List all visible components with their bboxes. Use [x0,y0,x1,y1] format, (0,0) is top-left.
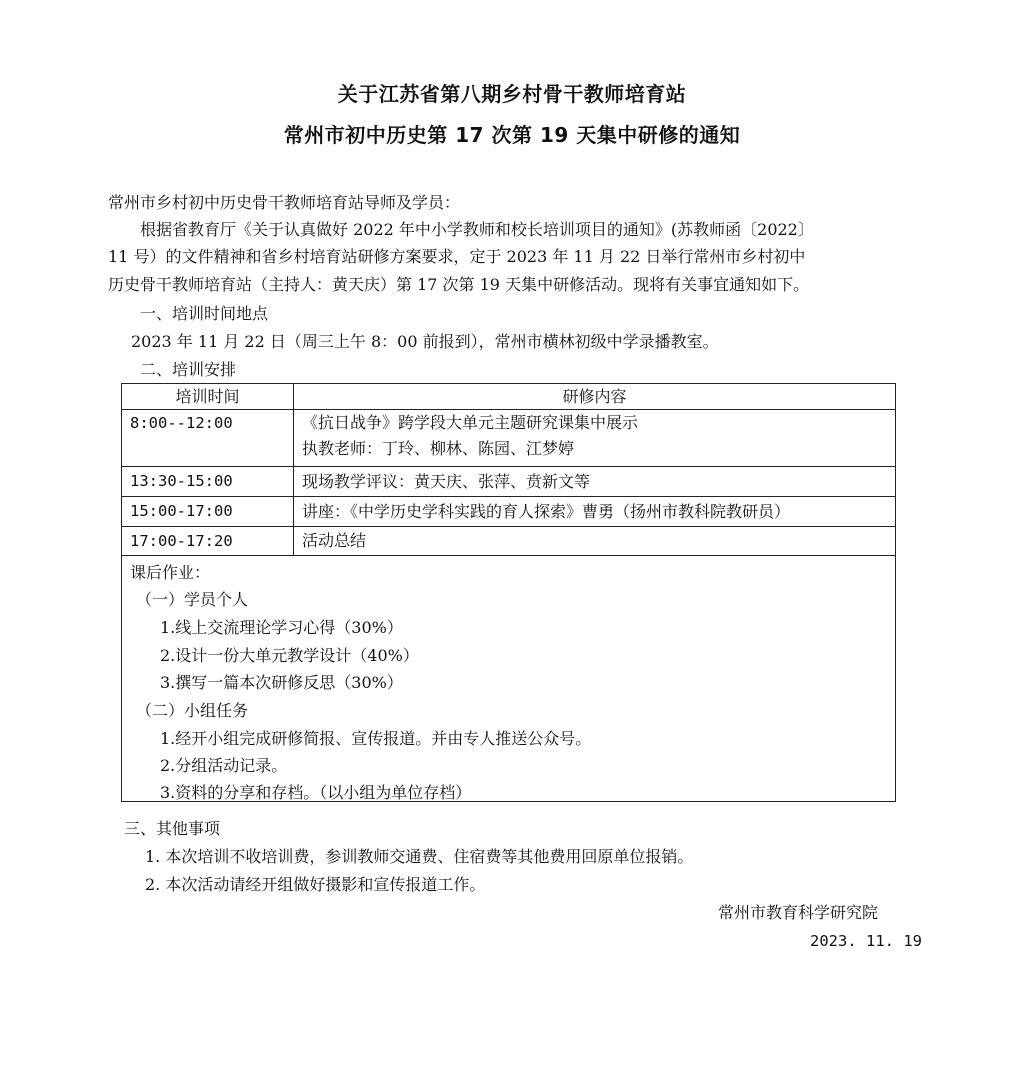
table-row [122,467,896,497]
section-1-heading: 一、培训时间地点 [140,304,269,323]
signature-date: 2023. 11. 19 [810,932,922,950]
row-content-line: 执教老师：丁玲、柳林、陈园、江梦婷 [302,439,575,458]
homework-cell [122,556,896,802]
homework-item: 3.资料的分享和存档。（以小组为单位存档） [160,783,472,802]
row-content: 讲座：《中学历史学科实践的育人探索》曹勇（扬州市教科院教研员） [294,497,896,527]
row-content-line: 《抗日战争》跨学段大单元主题研究课集中展示 [302,413,639,432]
row-time: 15:00-17:00 [122,497,294,527]
table-header-row [122,384,896,410]
schedule-table [121,383,896,802]
header-content: 研修内容 [294,384,896,410]
homework-item: 2.设计一份大单元教学设计（40%） [160,646,419,665]
row-time: 8:00--12:00 [122,410,294,467]
homework-item: 1.线上交流理论学习心得（30%） [160,618,403,637]
signature-organization: 常州市教育科学研究院 [718,903,879,922]
section-3-heading: 三、其他事项 [124,819,221,838]
other-item: 2. 本次活动请经开组做好摄影和宣传报道工作。 [145,875,486,894]
other-item: 1. 本次培训不收培训费，参训教师交通费、住宿费等其他费用回原单位报销。 [145,847,694,866]
intro-line-1: 根据省教育厅《关于认真做好 2022 年中小学教师和校长培训项目的通知》(苏教师函〔2022〕 [140,220,814,239]
section-2-heading: 二、培训安排 [140,360,237,379]
intro-line-2: 11 号）的文件精神和省乡村培育站研修方案要求，定于 2023 年 11 月 22 日举行常州市乡村初中 [108,247,806,266]
row-time: 13:30-15:00 [122,467,294,497]
homework-part-2: （二）小组任务 [136,701,249,720]
table-row [122,497,896,527]
row-content: 活动总结 [294,527,896,556]
table-row [122,410,896,467]
homework-item: 2.分组活动记录。 [160,756,288,775]
homework-item: 1.经开小组完成研修简报、宣传报道。并由专人推送公众号。 [160,729,592,748]
header-time: 培训时间 [122,384,294,410]
homework-item: 3.撰写一篇本次研修反思（30%） [160,673,403,692]
row-content [294,410,896,467]
homework-title: 课后作业： [130,563,211,582]
homework-part-1: （一）学员个人 [136,590,249,609]
salutation: 常州市乡村初中历史骨干教师培育站导师及学员： [108,193,461,212]
table-row [122,527,896,556]
document-title-line-2: 常州市初中历史第 17 次第 19 天集中研修的通知 [283,123,741,147]
time-place-text: 2023 年 11 月 22 日（周三上午 8：00 前报到），常州市横林初级中学录播教室。 [131,332,719,351]
intro-line-3: 历史骨干教师培育站（主持人：黄天庆）第 17 次第 19 天集中研修活动。现将有关事宜通知如下。 [108,275,810,294]
document-title-line-1: 关于江苏省第八期乡村骨干教师培育站 [337,82,687,106]
row-time: 17:00-17:20 [122,527,294,556]
row-content: 现场教学评议：黄天庆、张萍、贲新文等 [294,467,896,497]
homework-row [122,556,896,802]
